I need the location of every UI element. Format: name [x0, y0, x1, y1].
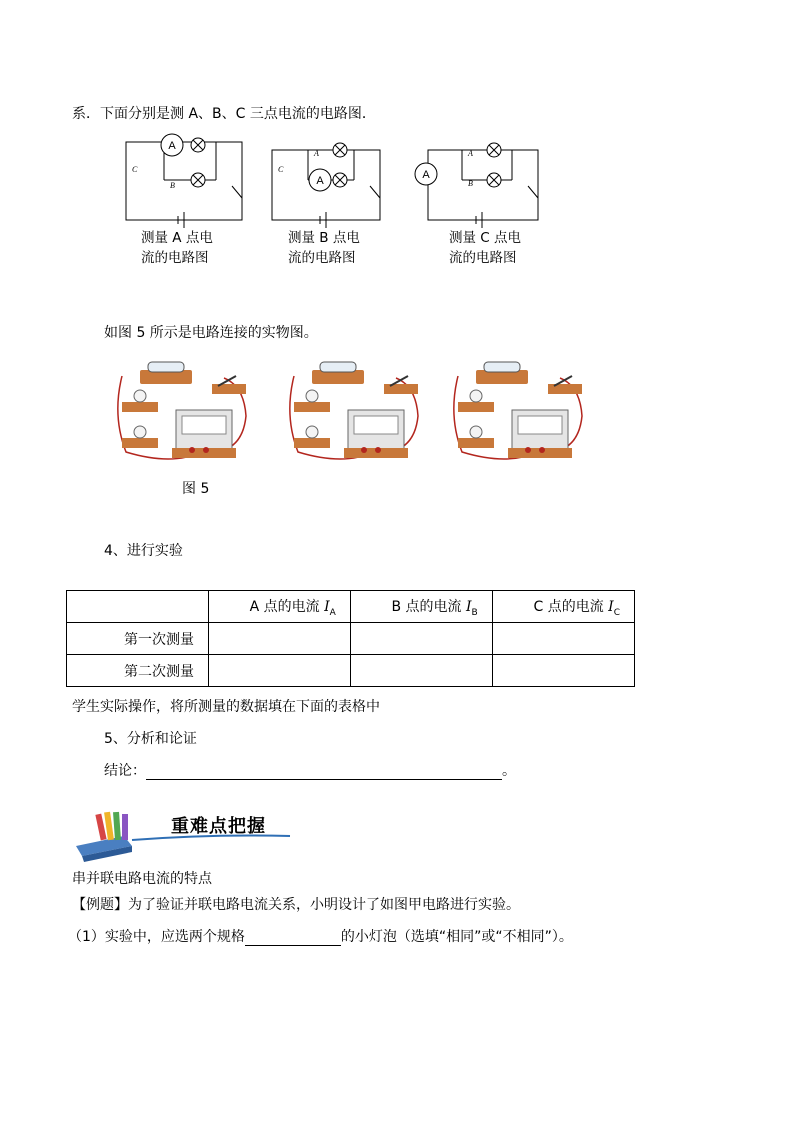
example: 【例题】为了验证并联电路电流关系，小明设计了如图甲电路进行实验。 — [72, 897, 520, 913]
section-title: 重难点把握 — [171, 816, 266, 837]
svg-text:B: B — [468, 179, 473, 188]
svg-text:A: A — [468, 149, 473, 158]
table-cell[interactable] — [350, 655, 492, 687]
table-cell[interactable] — [350, 623, 492, 655]
circuit-diagram-c — [428, 150, 538, 228]
table-cell[interactable] — [492, 623, 634, 655]
caption-a: 测量 A 点电 流的电路图 — [141, 230, 213, 266]
meter-a-label: A — [168, 140, 176, 152]
table-cell[interactable] — [209, 623, 351, 655]
table-cell[interactable] — [492, 655, 634, 687]
fig5-photos — [112, 356, 592, 468]
table-header-b: B 点的电流 $I_B$ — [350, 591, 492, 623]
question-1: （1）实验中，应选两个规格 的小灯泡（选填“相同”或“不相同”）。 — [68, 929, 573, 945]
table-row — [67, 623, 635, 655]
caption-c: 测量 C 点电 流的电路图 — [449, 230, 522, 266]
intro-line: 系．下面分别是测 A、B、C 三点电流的电路图． — [72, 106, 376, 122]
table-header-a: A 点的电流 $I_A$ — [209, 591, 351, 623]
svg-text:C: C — [132, 165, 138, 174]
circuit-diagram-a — [126, 142, 242, 228]
svg-text:C: C — [278, 165, 284, 174]
step-4: 4、进行实验 — [104, 543, 183, 559]
table-cell[interactable] — [209, 655, 351, 687]
fig5-intro: 如图 5 所示是电路连接的实物图。 — [104, 325, 318, 341]
row-label: 第一次测量 — [67, 623, 209, 655]
meter-c-label: A — [422, 169, 430, 181]
conclusion-blank[interactable] — [146, 764, 502, 780]
circuit-diagrams — [118, 128, 558, 228]
caption-b: 测量 B 点电 流的电路图 — [288, 230, 360, 266]
row-label: 第二次测量 — [67, 655, 209, 687]
conclusion: 结论： 。 — [104, 763, 516, 779]
table-header-empty — [67, 591, 209, 623]
table-row — [67, 655, 635, 687]
meter-b-label: A — [316, 175, 324, 187]
svg-text:B: B — [170, 181, 175, 190]
svg-text:A: A — [314, 149, 319, 158]
table-header-row — [67, 591, 635, 623]
experiment-table — [66, 590, 635, 687]
table-header-c: C 点的电流 $I_C$ — [492, 591, 634, 623]
step-5: 5、分析和论证 — [104, 731, 197, 747]
topic: 串并联电路电流的特点 — [72, 871, 212, 887]
student-note: 学生实际操作，将所测量的数据填在下面的表格中 — [72, 699, 380, 715]
fig5-caption: 图 5 — [182, 481, 210, 497]
q1-blank[interactable] — [245, 930, 341, 946]
